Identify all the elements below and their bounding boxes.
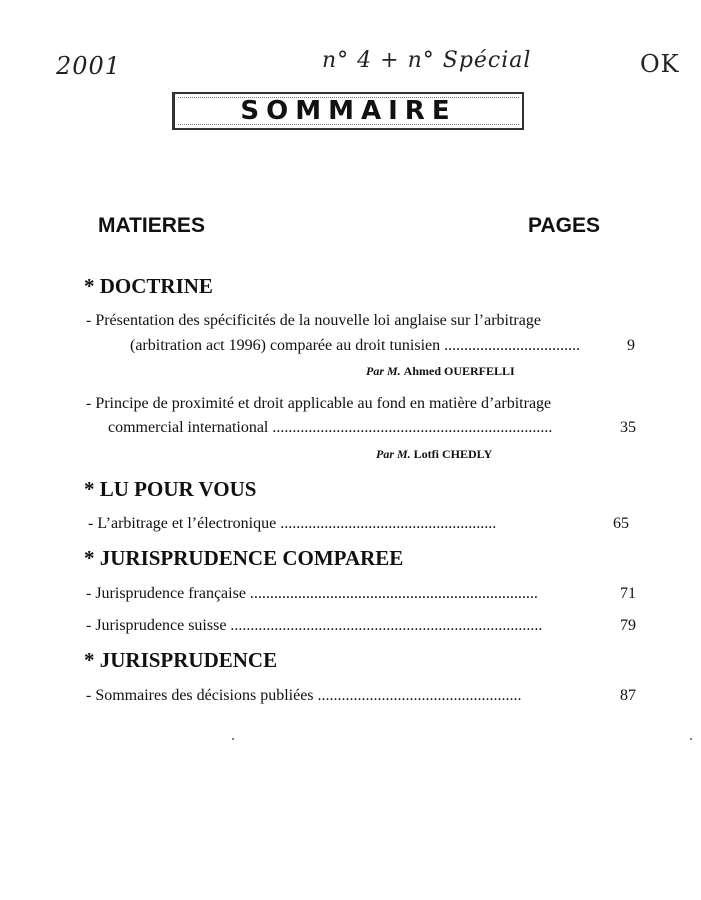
toc-entry-line: - Sommaires des décisions publiées ................................................... [86,687,522,704]
author-name: Lotfi CHEDLY [413,447,493,461]
author-prefix: Par M. [376,447,411,461]
toc-entry-line: (arbitration act 1996) comparée au droit tunisien .................................. [130,337,581,354]
title-frame [172,92,524,130]
section-heading-lu-pour-vous: * LU POUR VOUS [84,477,257,501]
author-credit [376,447,492,462]
toc-entry-line: - Présentation des spécificités de la nouvelle loi anglaise sur l’arbitrage [86,312,541,329]
toc-page-number: 9 [627,337,635,354]
toc-page-number: 35 [620,419,636,436]
section-heading-jurisprudence: * JURISPRUDENCE [84,648,278,672]
author-prefix: Par M. [366,364,401,378]
toc-entry-line: commercial international ...................................................................... [108,419,553,436]
handwritten-issue-note: n° 4 + n° Spécial [322,48,532,73]
author-credit [366,364,515,379]
column-heading-matieres: MATIERES [98,214,205,237]
section-heading-jurisprudence-comparee: * JURISPRUDENCE COMPAREE [84,546,404,570]
handwritten-ok-mark: OK [640,50,680,78]
column-heading-pages: PAGES [528,214,600,237]
toc-page-number: 87 [620,687,636,704]
section-heading-doctrine: * DOCTRINE [84,274,213,298]
toc-page-number: 65 [613,515,629,532]
page-title: SOMMAIRE [240,96,457,126]
handwritten-year: 2001 [56,52,122,80]
toc-page-number: 79 [620,617,636,634]
toc-entry-line: - Principe de proximité et droit applicable au fond en matière d’arbitrage [86,395,552,412]
toc-entry-line: - Jurisprudence suisse .............................................................................. [86,617,543,634]
toc-page-number: 71 [620,585,636,602]
author-name: Ahmed OUERFELLI [403,364,515,378]
toc-entry-line: - Jurisprudence française ........................................................................ [86,585,538,602]
scan-speck [232,738,234,740]
scan-speck [690,738,692,740]
toc-entry-line: - L’arbitrage et l’électronique ...................................................... [88,515,497,532]
